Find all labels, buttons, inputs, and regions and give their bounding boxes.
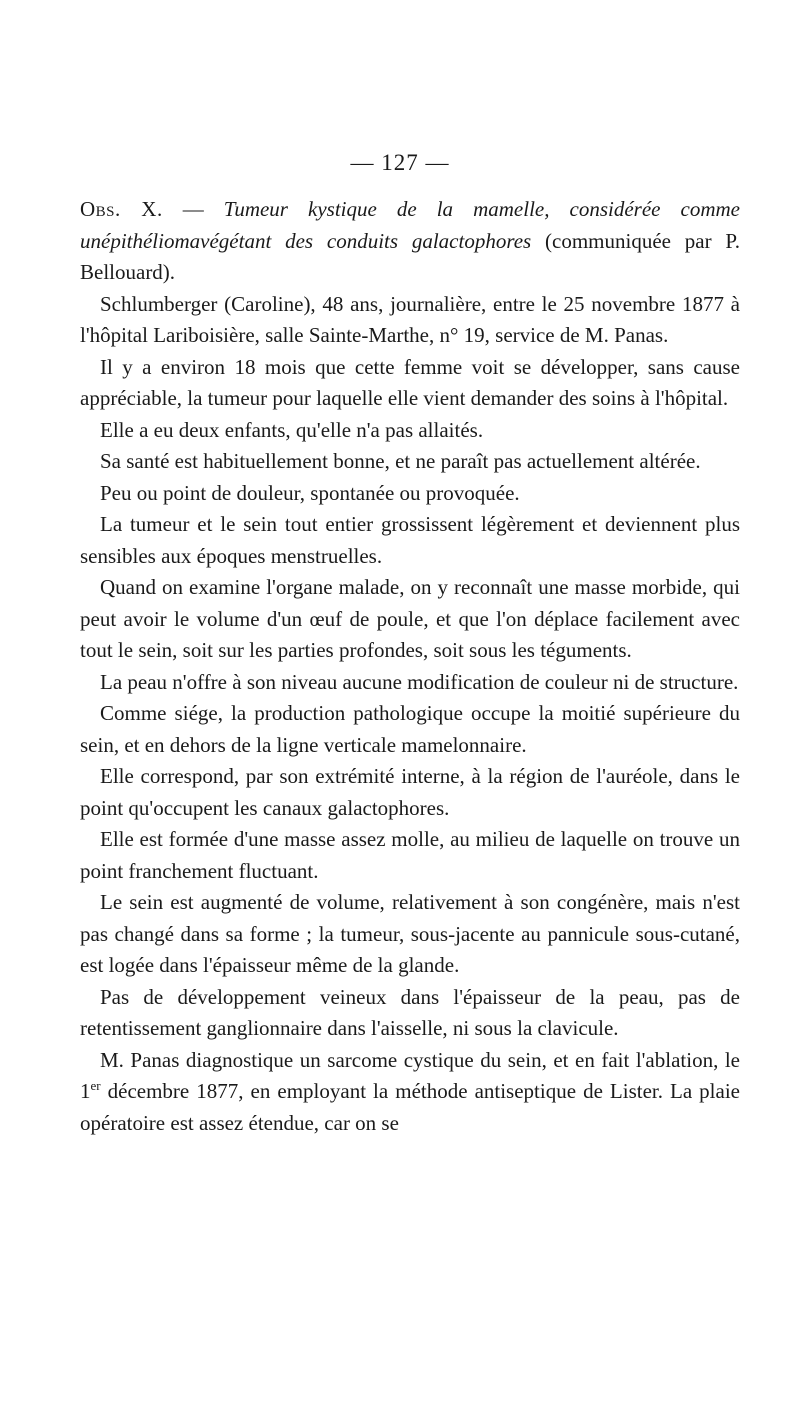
- observation-title: Tumeur kystique de la mamelle, considérée comme unépithéliomavégétant des conduits galactophores: [80, 197, 740, 253]
- observation-dash: —: [162, 197, 224, 221]
- paragraph: Elle est formée d'une masse assez molle, au milieu de laquelle on trouve un point franchement fluctuant.: [80, 827, 740, 883]
- paragraph: Comme siége, la production pathologique occupe la moitié supérieure du sein, et en dehors de la ligne verticale mamelonnaire.: [80, 701, 740, 757]
- body-text: [80, 194, 740, 1139]
- paragraph-last: [80, 1045, 740, 1140]
- paragraph: La peau n'offre à son niveau aucune modification de couleur ni de structure.: [100, 669, 739, 694]
- page-number: — 127 —: [350, 150, 450, 175]
- last-paragraph-start: M. Panas diagnostique un sarcome cystique du sein, et en fait l'ablation, le 1: [80, 1047, 740, 1103]
- paragraph: Elle correspond, par son extrémité interne, à la région de l'auréole, dans le point qu'occupent les canaux galactophores.: [80, 764, 740, 820]
- paragraph: Elle a eu deux enfants, qu'elle n'a pas allaités.: [100, 417, 484, 442]
- paragraph: La tumeur et le sein tout entier grossissent légèrement et deviennent plus sensibles aux époques menstruelles.: [80, 512, 740, 568]
- ordinal-superscript: er: [90, 1078, 101, 1093]
- paragraph: Schlumberger (Caroline), 48 ans, journalière, entre le 25 novembre 1877 à l'hôpital Lariboisière, salle Sainte-Marthe, n° 19, service de M. Panas.: [80, 291, 740, 347]
- paragraph: Peu ou point de douleur, spontanée ou provoquée.: [100, 480, 520, 505]
- paragraph: Il y a environ 18 mois que cette femme voit se développer, sans cause appréciable, la tumeur pour laquelle elle vient demander des soins à l'hôpital.: [80, 354, 740, 410]
- observation-attribution: (communiquée par P. Bellouard).: [80, 228, 740, 284]
- paragraph: Le sein est augmenté de volume, relativement à son congénère, mais n'est pas changé dans sa forme ; la tumeur, sous-jacente au pannicule sous-cutané, est logée dans l'épaisseur même de la glande.: [80, 890, 740, 977]
- observation-heading: [80, 194, 740, 289]
- observation-label: Obs. X.: [80, 197, 163, 221]
- last-paragraph-end: décembre 1877, en employant la méthode antiseptique de Lister. La plaie opératoire est assez étendue, car on se: [80, 1079, 740, 1135]
- paragraph: Quand on examine l'organe malade, on y reconnaît une masse morbide, qui peut avoir le volume d'un œuf de poule, et que l'on déplace facilement avec tout le sein, soit sur les parties profondes, soit sous les téguments.: [80, 575, 740, 662]
- paragraph: Pas de développement veineux dans l'épaisseur de la peau, pas de retentissement ganglionnaire dans l'aisselle, ni sous la clavicule.: [80, 984, 740, 1040]
- paragraph: Sa santé est habituellement bonne, et ne paraît pas actuellement altérée.: [100, 449, 701, 473]
